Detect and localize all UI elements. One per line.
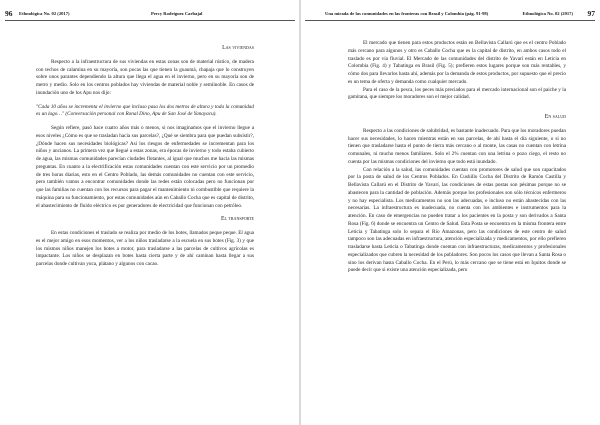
right-text-column — [348, 40, 566, 275]
block-quote: "Cada 10 años se incrementa el invierno que incluso pasa los dos metros de altura y toda la comunidad es un lago…" (Conversación personal con Ronal Dino, Apu de San José de Yanayacu). — [36, 103, 254, 118]
running-title: Una mirada de las comunidades en las fronteras con Brasil y Colombia (pág. 91-98) — [325, 11, 489, 16]
author-name: Percy Rodríguez Carbajal — [151, 11, 203, 16]
paragraph: En estas condiciones el traslado se realiza por medio de los botes, llamados peque peque. El agua es el mejor amigo en esos momentos, ver a los niños trasladarse a la escuela en sus botes (Fig. 3) y que los mismos niños manejen los botes a motor, para trasladarse a las parcelas de cultivos agrícolas es impactante. Los niños se desplazan en botes hasta cierta parte y de ahí caminan hasta llegar a sus parcelas donde cultivan yuca, plátano y algunos con cacao. — [36, 230, 254, 267]
paragraph: El mercado que tienen para estos productos están en Bellavista Callarú que es el centro Poblado más cercano para algunos y otro es Caballo Cocha que es la capital de distrito, en ambos casos todo el traslado es por vía fluvial. El Mercado de las comunidades del distrito de Yavarí están en Leticia en Colombia (Fig. 4) y Tabatinga en Brasil (Fig. 5); prefieren estos lugares porque son más rentables, y cómo dos para llevarlos hasta ahí, además por la demanda de estos productos, por supuesto que el precio es un tema de oferta y demanda como cualquier mercado. — [348, 40, 566, 85]
paragraph: Respecto a la infraestructura de sus viviendas en estas zonas son de material rústico, de madera con techos de calamina en su mayoría, son pocas las que tienen la guaumá, chapaja que lo construyen sobre unos parantes dependiendo la altura que llega el agua en el invierno, pero en su mayoría son de metro y medio. Solo en los centros poblados hay viviendas de material noble y semiinoble. En casos de inundación uno de los Apu nos dijo: — [36, 58, 254, 96]
journal-name: Ethnológica No. 02 (2017) — [19, 11, 70, 16]
page-number: 97 — [587, 9, 595, 18]
paragraph: Con relación a la salud, las comunidades cuentan con promotores de salud que son capacitados por la posta de salud de los Centros Poblados. En Cushillo Cocha del Distrito de Ramón Castilla y Bellavista Callarú en el Distrito de Yavarí, las condiciones de estas postas son pésimas porque no se abastecen para la cantidad de población. Además porque los profesionales son sólo técnicos enfermeros y no hay especialista. Los medicamentos no son las adecuadas, e incluso no están abastecidas con las necesarias. La infraestructura es inadecuada, no cuenta con los ambientes e instrumentos para la atención. En caso de emergencias no pueden tratar a los pacientes en la posta y son derivados a Santa Rosa (Fig. 6) donde se encuentra un Centro de Salud. Esta Posta se encuentra en la misma frontera entre Leticia y Tabatinga solo lo separa el Río Amazonas, pero las condiciones de este centro de salud tampoco son las adecuadas en infraestructura, atención especializada y medicamentos, por ello prefieren trasladarse hasta Leticia o Tabatinga donde cuentan con infraestructuras, medicamentos y profesionales especializados que cubren la necesidad de los pobladores. Son pocos los casos que llevan a Santa Rosa o sino los derivan hasta Caballo Cocha. En el Perú, lo más cercano que se tiene está en Iquitos donde se puede decir que si existe una atención especializada, pero — [348, 166, 566, 274]
left-running-header — [5, 10, 295, 21]
section-heading: En salud — [544, 114, 566, 120]
paragraph: Para el caso de la pesca, los peces más preciados para el mercado internacional son el paiche y la gamitana, que siempre los moradores son el mejor calidad. — [348, 86, 566, 101]
page-number: 96 — [5, 9, 13, 18]
journal-name: Ethnológica No. 02 (2017) — [522, 11, 573, 16]
paragraph: Respecto a las condiciones de salubridad, es bastante inadecuado. Para que los moradores puedan hacer sus necesidades, lo hacen mientras están en sus parcelas, de ahí hasta el día siguiente, o si no tienen que trasladarse hasta el punto de tierra más cercano o al monte, las casas no cuentan con letrina comunales, ni mucho menos familiares. Solo el 2% cuentan con una letrina o pozo ciego, el resto no cuenta por las mismas condiciones del invierno que todo está inundado. — [348, 127, 566, 165]
section-heading: Las viviendas — [222, 45, 254, 51]
left-text-column — [36, 45, 254, 269]
section-heading: El transporte — [221, 216, 254, 223]
paragraph: Según refiere, pasó hace cuatro años más o menos, si nos imaginamos que el invierno llegue a esos niveles ¿Cómo es que se trasladan hacia sus parcelas?, ¿Qué se siembra para que puedan subsistir?, ¿Dónde hacen sus necesidades biológicas? Así los riesgos de enfermedades se incrementan para los niños y ancianos. La primera vez que llegué a estas zonas, era épocas de invierno y todo estaba cubierto de agua, las mismas comunidades parecían ciudades flotantes, al igual que muchos me hacía las mismas preguntas. En cuanto a la electrificación estas comunidades cuentan con este servicio por un promedio de tres horas diarias, esto en el Centro Poblado, las demás comunidades no cuentan con este servicio, pero también vamos a encontrar comunidades donde las redes están colocadas pero no funcionan por que las familias no cuentan con los recursos para pagar el mantenimiento ni combustible que requiere la máquina para su funcionamiento, por estas comunidades aún en Caballo Cocha que es capital de distrito, el abastecimiento de fluido eléctrico es por generadores de electricidad que funcionan con petróleo. — [36, 125, 254, 209]
right-running-header — [305, 10, 595, 21]
right-page — [300, 0, 600, 425]
